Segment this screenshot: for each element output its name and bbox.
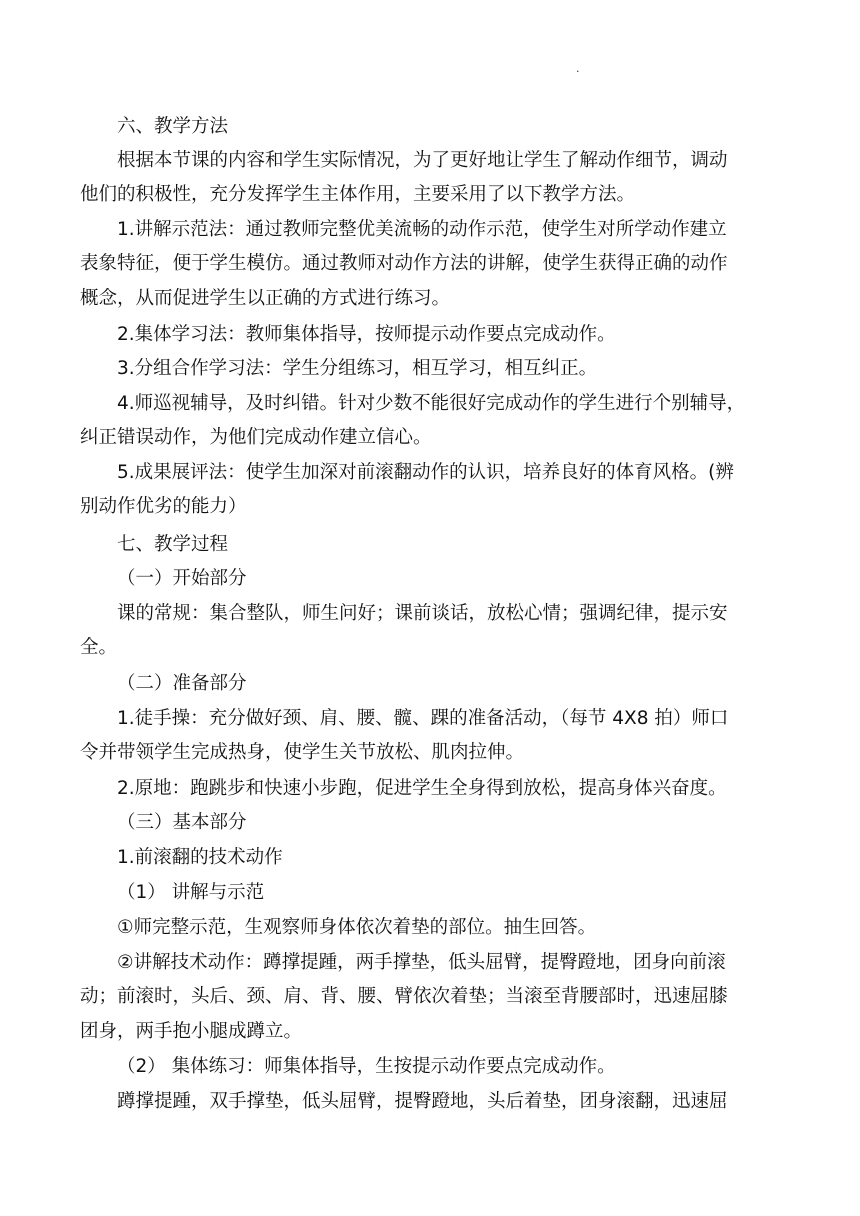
text-line: （1） 讲解与示范 (117, 882, 265, 903)
subheading-start-part (117, 562, 797, 596)
text-line: 全。 (80, 637, 118, 659)
text-line: 纠正错误动作，为他们完成动作建立信心。 (80, 427, 432, 449)
paragraph-group-practice (117, 1050, 797, 1084)
subheading-basic-part (117, 806, 797, 840)
paragraph-method-3 (117, 352, 797, 386)
header-dot: . (576, 62, 580, 75)
text-line: ①师完整示范，生观察师身体依次着垫的部位。抽生回答。 (117, 917, 597, 938)
text-line: 概念，从而促进学生以正确的方式进行练习。 (80, 287, 451, 309)
paragraph-method-5 (80, 456, 797, 525)
text-line: 团身，两手抱小腿成蹲立。 (80, 1020, 303, 1042)
section-heading-teaching-process (117, 528, 797, 562)
text-line: （二）准备部分 (117, 673, 247, 694)
text-line: 4.师巡视辅导，及时纠错。针对少数不能很好完成动作的学生进行个别辅导， (117, 393, 746, 414)
text-line: （三）基本部分 (117, 812, 247, 833)
text-line: 蹲撑提踵，双手撑垫，低头屈臂，提臀蹬地，头后着垫，团身滚翻，迅速屈 (117, 1091, 728, 1112)
paragraph-practice-details (117, 1085, 797, 1119)
text-line: 七、教学过程 (117, 534, 229, 555)
text-line: 别动作优劣的能力） (80, 496, 247, 518)
text-line: （2） 集体练习：师集体指导，生按提示动作要点完成动作。 (117, 1056, 616, 1077)
text-line: 令并带领学生完成热身，使学生关节放松、肌肉拉伸。 (80, 742, 525, 764)
text-line: 1.前滚翻的技术动作 (117, 847, 283, 868)
text-line: 根据本节课的内容和学生实际情况，为了更好地让学生了解动作细节，调动 (117, 150, 728, 171)
text-line: 2.原地：跑跳步和快速小步跑，促进学生全身得到放松，提高身体兴奋度。 (117, 778, 727, 799)
paragraph-explain-demo (117, 876, 797, 910)
paragraph-method-4 (80, 387, 797, 456)
text-line: 六、教学方法 (117, 116, 229, 137)
paragraph-warmup-1 (80, 702, 797, 771)
paragraph-class-routine (80, 597, 797, 666)
text-line: 2.集体学习法：教师集体指导，按师提示动作要点完成动作。 (117, 324, 616, 345)
text-line: ②讲解技术动作：蹲撑提踵，两手撑垫，低头屈臂，提臀蹬地，团身向前滚 (117, 952, 726, 973)
text-line: 课的常规：集合整队，师生问好；课前谈话，放松心情；强调纪律，提示安 (117, 603, 728, 624)
paragraph-forward-roll-heading (117, 841, 797, 875)
paragraph-demo-step-1 (117, 911, 797, 945)
text-line: （一）开始部分 (117, 568, 247, 589)
text-line: 1.徒手操：充分做好颈、肩、腰、髋、踝的准备活动，（每节 4X8 拍）师口 (117, 708, 729, 729)
subheading-preparation-part (117, 667, 797, 701)
paragraph-demo-step-2 (80, 946, 797, 1049)
text-line: 他们的积极性，充分发挥学生主体作用，主要采用了以下教学方法。 (80, 184, 636, 206)
text-line: 1.讲解示范法：通过教师完整优美流畅的动作示范，使学生对所学动作建立 (117, 219, 727, 240)
paragraph-warmup-2 (117, 772, 797, 806)
section-heading-teaching-methods (117, 110, 797, 144)
paragraph-method-1 (80, 213, 797, 316)
text-line: 5.成果展评法：使学生加深对前滚翻动作的认识，培养良好的体育风格。(辨 (117, 462, 734, 483)
text-line: 表象特征，便于学生模仿。通过教师对动作方法的讲解，使学生获得正确的动作 (80, 253, 728, 275)
paragraph-method-2 (117, 318, 797, 352)
paragraph-methods-intro (80, 144, 797, 213)
text-line: 3.分组合作学习法：学生分组练习，相互学习，相互纠正。 (117, 358, 598, 379)
text-line: 动；前滚时，头后、颈、肩、背、腰、臂依次着垫；当滚至背腰部时，迅速屈膝 (80, 986, 728, 1008)
